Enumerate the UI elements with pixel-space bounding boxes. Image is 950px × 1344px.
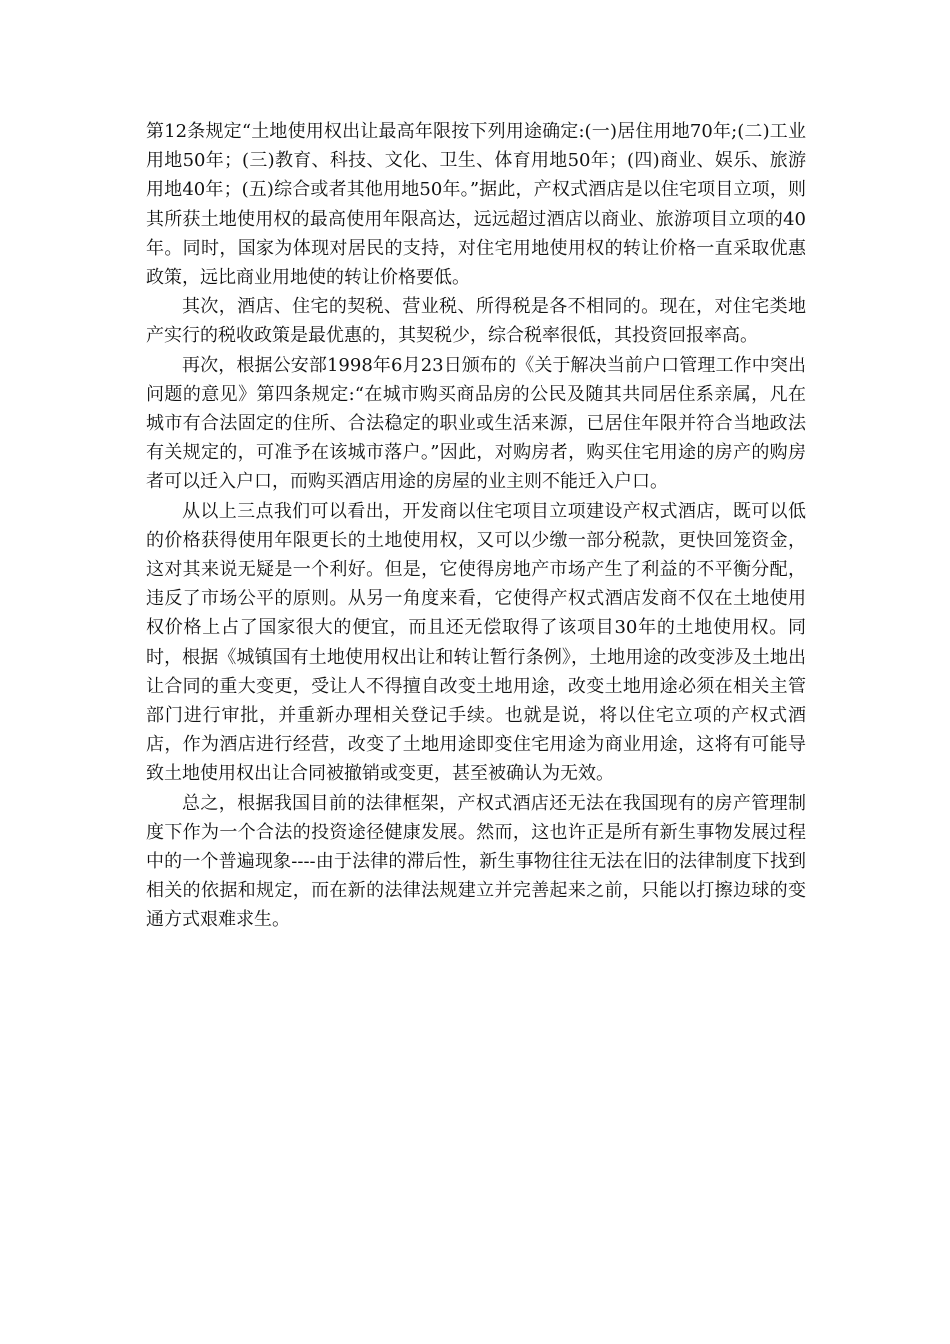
paragraph-tax-policy: 其次，酒店、住宅的契税、营业税、所得税是各不相同的。现在，对住宅类地产实行的税收政策是最优惠的，其契税少，综合税率很低，其投资回报率高。 — [146, 296, 806, 347]
paragraph-conclusion: 总之，根据我国目前的法律框架，产权式酒店还无法在我国现有的房产管理制度下作为一个合法的投资途径健康发展。然而，这也许正是所有新生事物发展过程中的一个普遍现象----由于法律的滞后性，新生事物往往无法在旧的法律制度下找到相关的依据和规定，而在新的法律法规建立并完善起来之前，只能以打擦边球的变通方式艰难求生。 — [146, 792, 806, 931]
paragraph-land-use-term: 第12条规定“土地使用权出让最高年限按下列用途确定:(一)居住用地70年;(二)工业用地50年；(三)教育、科技、文化、卫生、体育用地50年；(四)商业、娱乐、旅游用地40年；(五)综合或者其他用地50年。”据此，产权式酒店是以住宅项目立项，则其所获土地使用权的最高使用年限高达，远远超过酒店以商业、旅游项目立项的40年。同时，国家为体现对居民的支持，对住宅用地使用权的转让价格一直采取优惠政策，远比商业用地使的转让价格要低。 — [146, 121, 806, 289]
paragraph-analysis: 从以上三点我们可以看出，开发商以住宅项目立项建设产权式酒店，既可以低的价格获得使用年限更长的土地使用权，又可以少缴一部分税款，更快回笼资金，这对其来说无疑是一个利好。但是，它使得房地产市场产生了利益的不平衡分配，违反了市场公平的原则。从另一角度来看，它使得产权式酒店发商不仅在土地使用权价格上占了国家很大的便宜，而且还无偿取得了该项目30年的土地使用权。同时，根据《城镇国有土地使用权出让和转让暂行条例》，土地用途的改变涉及土地出让合同的重大变更，受让人不得擅自改变土地用途，改变土地用途必须在相关主管部门进行审批，并重新办理相关登记手续。也就是说，将以住宅立项的产权式酒店，作为酒店进行经营，改变了土地用途即变住宅用途为商业用途，这将有可能导致土地使用权出让合同被撤销或变更，甚至被确认为无效。 — [146, 500, 806, 785]
document-body — [146, 117, 806, 935]
paragraph-household-registration: 再次，根据公安部1998年6月23日颁布的《关于解决当前户口管理工作中突出问题的意见》第四条规定:“在城市购买商品房的公民及随其共同居住系亲属，凡在城市有合法固定的住所、合法稳定的职业或生活来源，已居住年限并符合当地政法有关规定的，可准予在该城市落户。”因此，对购房者，购买住宅用途的房产的购房者可以迁入户口，而购买酒店用途的房屋的业主则不能迁入户口。 — [146, 354, 806, 493]
